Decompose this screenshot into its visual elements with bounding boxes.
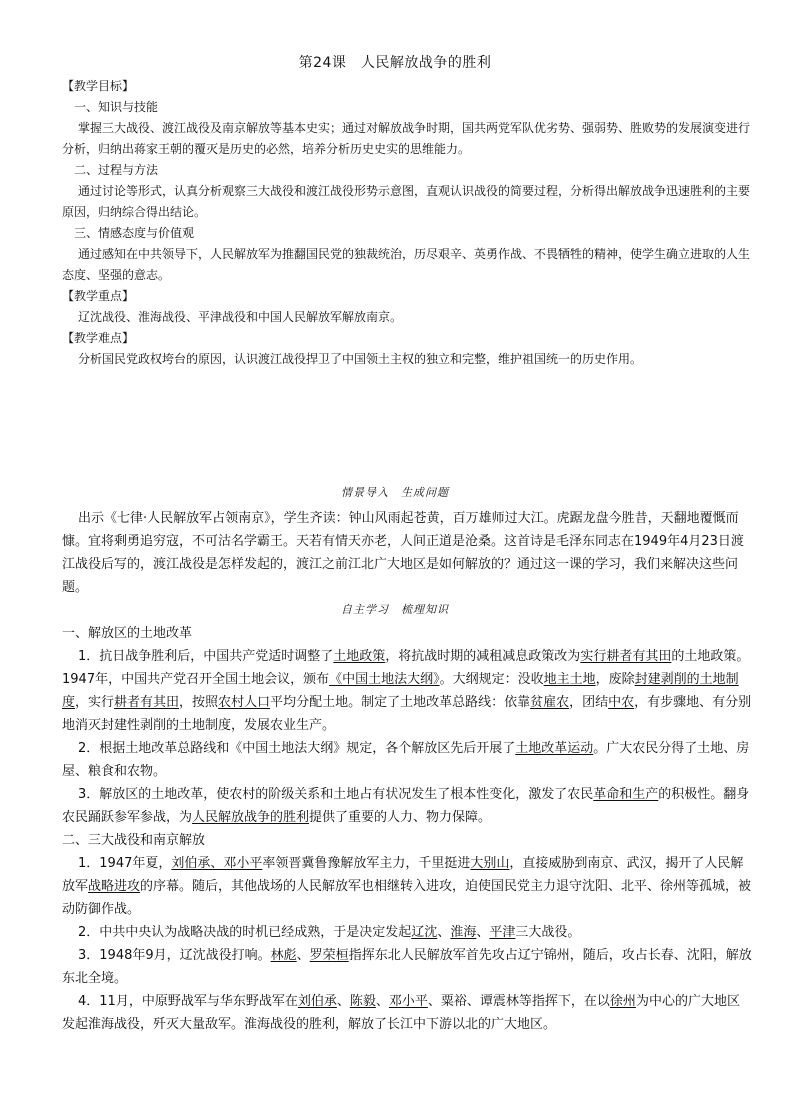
attitude-heading: 三、情感态度与价值观 (74, 226, 195, 240)
intro-text: 出示《七律·人民解放军占领南京》，学生齐读：钟山风雨起苍黄，百万雄师过大江。虎踞龙盘今胜昔，天翻地覆慨而慷。宜将剩勇追穷寇，不可沽名学霸王。天若有情天亦老，人间正道是沧桑。这首诗是毛泽东同志在1949年4月23日渡江战役后写的，渡江战役是怎样发起的，渡江之前江北广大地区是如何解放的？通过这一课的学习，我们来解决这些问题。 (62, 511, 744, 595)
land-reform-item-1: 1．抗日战争胜利后，中国共产党适时调整了土地政策，将抗战时期的减租减息政策改为实行耕者有其田的土地政策。1947年，中国共产党召开全国土地会议，颁布《中国土地法大纲》。大纲规定：没收地主土地，废除封建剥削的土地制度，实行耕者有其田，按照农村人口平均分配土地。制定了土地改革总路线：依靠贫雇农，团结中农，有步骤地、有分别地消灭封建性剥削的土地制度，发展农业生产。 (62, 649, 752, 733)
campaigns-item-1: 1．1947年夏，刘伯承、邓小平率领晋冀鲁豫解放军主力，千里挺进大别山，直接威胁到南京、武汉，揭开了人民解放军战略进攻的序幕。随后，其他战场的人民解放军也相继转入进攻，迫使国民党主力退守沈阳、北平、徐州等孤城，被动防御作战。 (62, 856, 752, 917)
intro-section (62, 507, 752, 599)
knowledge-heading: 一、知识与技能 (74, 100, 159, 114)
lesson-title: 第24课 人民解放战争的胜利 (298, 55, 492, 71)
campaigns-item-4: 4．11月，中原野战军与华东野战军在刘伯承、陈毅、邓小平、粟裕、谭震林等指挥下，在以徐州为中心的广大地区发起淮海战役，歼灭大量敌军。淮海战役的胜利，解放了长江中下游以北的广大地区。 (62, 994, 740, 1032)
campaigns-item-2: 2．中共中央认为战略决战的时机已经成熟，于是决定发起辽沈、淮海、平津三大战役。 (78, 925, 581, 940)
attitude-text: 通过感知在中共领导下，人民解放军为推翻国民党的独裁统治，历尽艰辛、英勇作战、不畏牺牲的精神，使学生确立进取的人生态度、坚强的意志。 (62, 247, 751, 282)
intro-section-heading: 情景导入 生成问题 (341, 486, 449, 499)
difficulty-heading: 【教学难点】 (62, 331, 135, 345)
objectives-heading: 【教学目标】 (62, 79, 135, 93)
land-reform-item-3: 3．解放区的土地改革，使农村的阶级关系和土地占有状况发生了根本性变化，激发了农民革命和生产的积极性。翻身农民踊跃参军参战，为人民解放战争的胜利提供了重要的人力、物力保障。 (62, 787, 750, 825)
study-section (62, 622, 752, 1036)
key-points-text: 辽沈战役、淮海战役、平津战役和中国人民解放军解放南京。 (78, 310, 403, 324)
land-reform-heading: 一、解放区的土地改革 (62, 626, 193, 641)
campaigns-item-3: 3．1948年9月，辽沈战役打响。林彪、罗荣桓指挥东北人民解放军首先攻占辽宁锦州，随后，攻占长春、沈阳，解放东北全境。 (62, 948, 752, 986)
process-heading: 二、过程与方法 (74, 163, 159, 177)
teaching-objectives (62, 76, 750, 370)
key-points-heading: 【教学重点】 (62, 289, 135, 303)
land-reform-item-2: 2．根据土地改革总路线和《中国土地法大纲》规定，各个解放区先后开展了土地改革运动。广大农民分得了土地、房屋、粮食和农物。 (62, 741, 750, 779)
study-section-heading: 自主学习 梳理知识 (341, 603, 449, 616)
process-text: 通过讨论等形式，认真分析观察三大战役和渡江战役形势示意图，直观认识战役的简要过程，分析得出解放战争迅速胜利的主要原因，归纳综合得出结论。 (62, 184, 751, 219)
campaigns-heading: 二、三大战役和南京解放 (62, 833, 206, 848)
difficulty-text: 分析国民党政权垮台的原因，认识渡江战役捍卫了中国领土主权的独立和完整，维护祖国统一的历史作用。 (78, 352, 643, 366)
knowledge-text: 掌握三大战役、渡江战役及南京解放等基本史实；通过对解放战争时期，国共两党军队优劣势、强弱势、胜败势的发展演变进行分析，归纳出蒋家王朝的覆灭是历史的必然，培养分析历史史实的思维能力。 (62, 121, 751, 156)
